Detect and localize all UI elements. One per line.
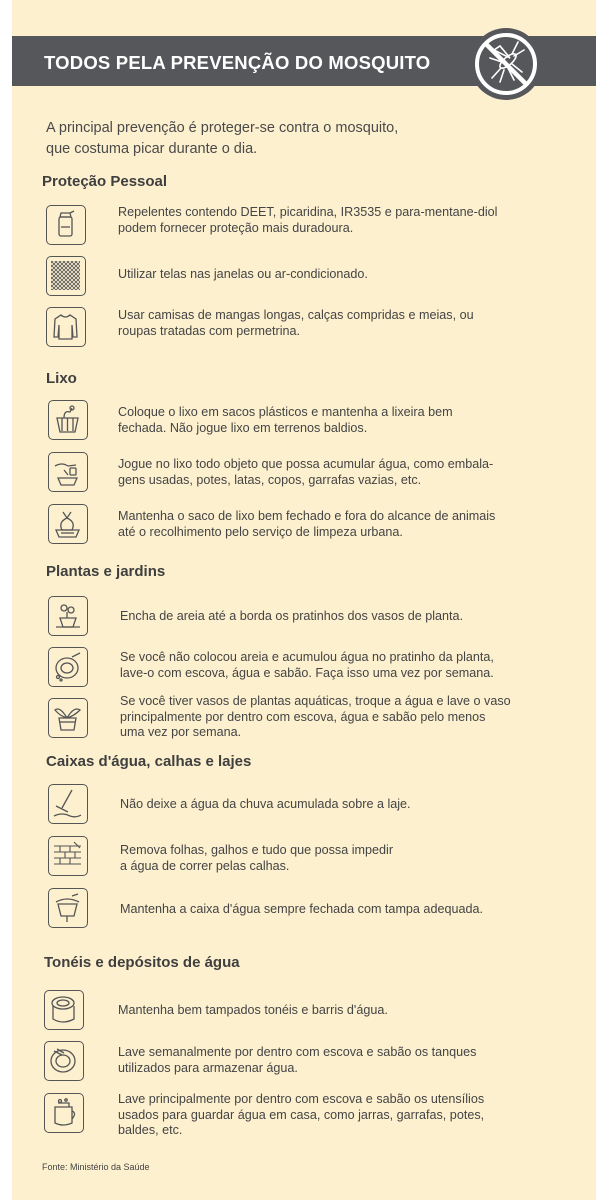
jar-wash-icon [44,1093,84,1133]
list-item [120,797,411,813]
water-tank-icon [48,888,88,928]
section-title-plantas-jardins: Plantas e jardins [46,563,166,580]
item-line: Mantenha o saco de lixo bem fechado e fora do alcance de animais [118,509,496,523]
item-line: Encha de areia até a borda os pratinhos dos vasos de planta. [120,609,464,623]
item-line: Não deixe a água da chuva acumulada sobre a laje. [120,797,411,811]
item-line: até o recolhimento pelo serviço de limpeza urbana. [118,524,403,539]
item-line: Se você não colocou areia e acumulou água no pratinho da planta, [120,650,494,664]
list-item [118,267,368,283]
item-line: lave-o com escova, água e sabão. Faça isso uma vez por semana. [120,665,494,680]
list-item [120,650,494,681]
item-line: Usar camisas de mangas longas, calças compridas e meias, ou [118,308,474,322]
intro-line: que costuma picar durante o dia. [46,141,258,157]
barrel-lid-icon [44,990,84,1030]
item-line: Utilizar telas nas janelas ou ar-condicionado. [118,267,368,281]
item-line: fechada. Não jogue lixo em terrenos baldios. [118,420,368,435]
list-item [118,509,495,540]
item-line: utilizados para armazenar água. [118,1060,298,1075]
item-line: principalmente por dentro com escova, água e sabão pelo menos [120,709,486,724]
item-line: gens usadas, potes, latas, copos, garrafas vazias, etc. [118,472,422,487]
brush-dish-icon [48,647,88,687]
item-line: Lave principalmente por dentro com escova e sabão os utensílios [118,1092,485,1106]
list-item [118,205,497,236]
item-line: Remova folhas, galhos e tudo que possa impedir [120,843,394,857]
item-line: Mantenha a caixa d'água sempre fechada com tampa adequada. [120,902,483,916]
item-line: Coloque o lixo em sacos plásticos e mantenha a lixeira bem [118,405,453,419]
list-item [120,902,483,918]
infographic-page [12,0,596,1200]
item-line: baldes, etc. [118,1123,183,1137]
item-line: Repelentes contendo DEET, picaridina, IR3535 e para-mentane-diol [118,205,498,219]
list-item [120,694,511,741]
item-line: uma vez por semana. [120,725,242,739]
item-line: podem fornecer proteção mais duradoura. [118,220,354,235]
aquatic-plant-icon [48,698,88,738]
plant-pot-icon [48,596,88,636]
discard-object-icon [48,452,88,492]
list-item [118,1003,388,1019]
list-item [118,405,453,436]
list-item [120,609,463,625]
item-line: a água de correr pelas calhas. [120,858,290,873]
section-title-toneis-depositos: Tonéis e depósitos de água [44,954,240,971]
list-item [120,843,393,874]
section-title-protecao-pessoal: Proteção Pessoal [42,173,168,190]
list-item [118,1092,484,1139]
long-sleeve-shirt-icon [46,307,86,347]
list-item [118,457,493,488]
intro-line: A principal prevenção é proteger-se contra o mosquito, [46,120,399,136]
window-screen-icon [46,256,86,296]
item-line: usados para guardar água em casa, como jarras, garrafas, potes, [118,1107,485,1122]
tied-bag-icon [48,504,88,544]
list-item [118,308,474,339]
page-title: TODOS PELA PREVENÇÃO DO MOSQUITO [44,52,431,73]
section-title-caixas-calhas-lajes: Caixas d'água, calhas e lajes [46,753,252,770]
intro-text [46,118,566,160]
list-item [118,1045,476,1076]
section-title-lixo: Lixo [46,370,77,387]
repellent-icon [46,205,86,245]
item-line: Se você tiver vasos de plantas aquáticas, troque a água e lave o vaso [120,694,511,708]
tank-scrub-icon [44,1041,84,1081]
item-line: Jogue no lixo todo objeto que possa acumular água, como embala- [118,457,494,471]
no-mosquito-icon [470,28,542,100]
trash-bin-icon [48,400,88,440]
source-note: Fonte: Ministério da Saúde [42,1162,150,1172]
item-line: Lave semanalmente por dentro com escova e sabão os tanques [118,1045,477,1059]
squeegee-icon [48,784,88,824]
item-line: Mantenha bem tampados tonéis e barris d'água. [118,1003,388,1017]
item-line: roupas tratadas com permetrina. [118,323,300,338]
gutter-icon [48,836,88,876]
